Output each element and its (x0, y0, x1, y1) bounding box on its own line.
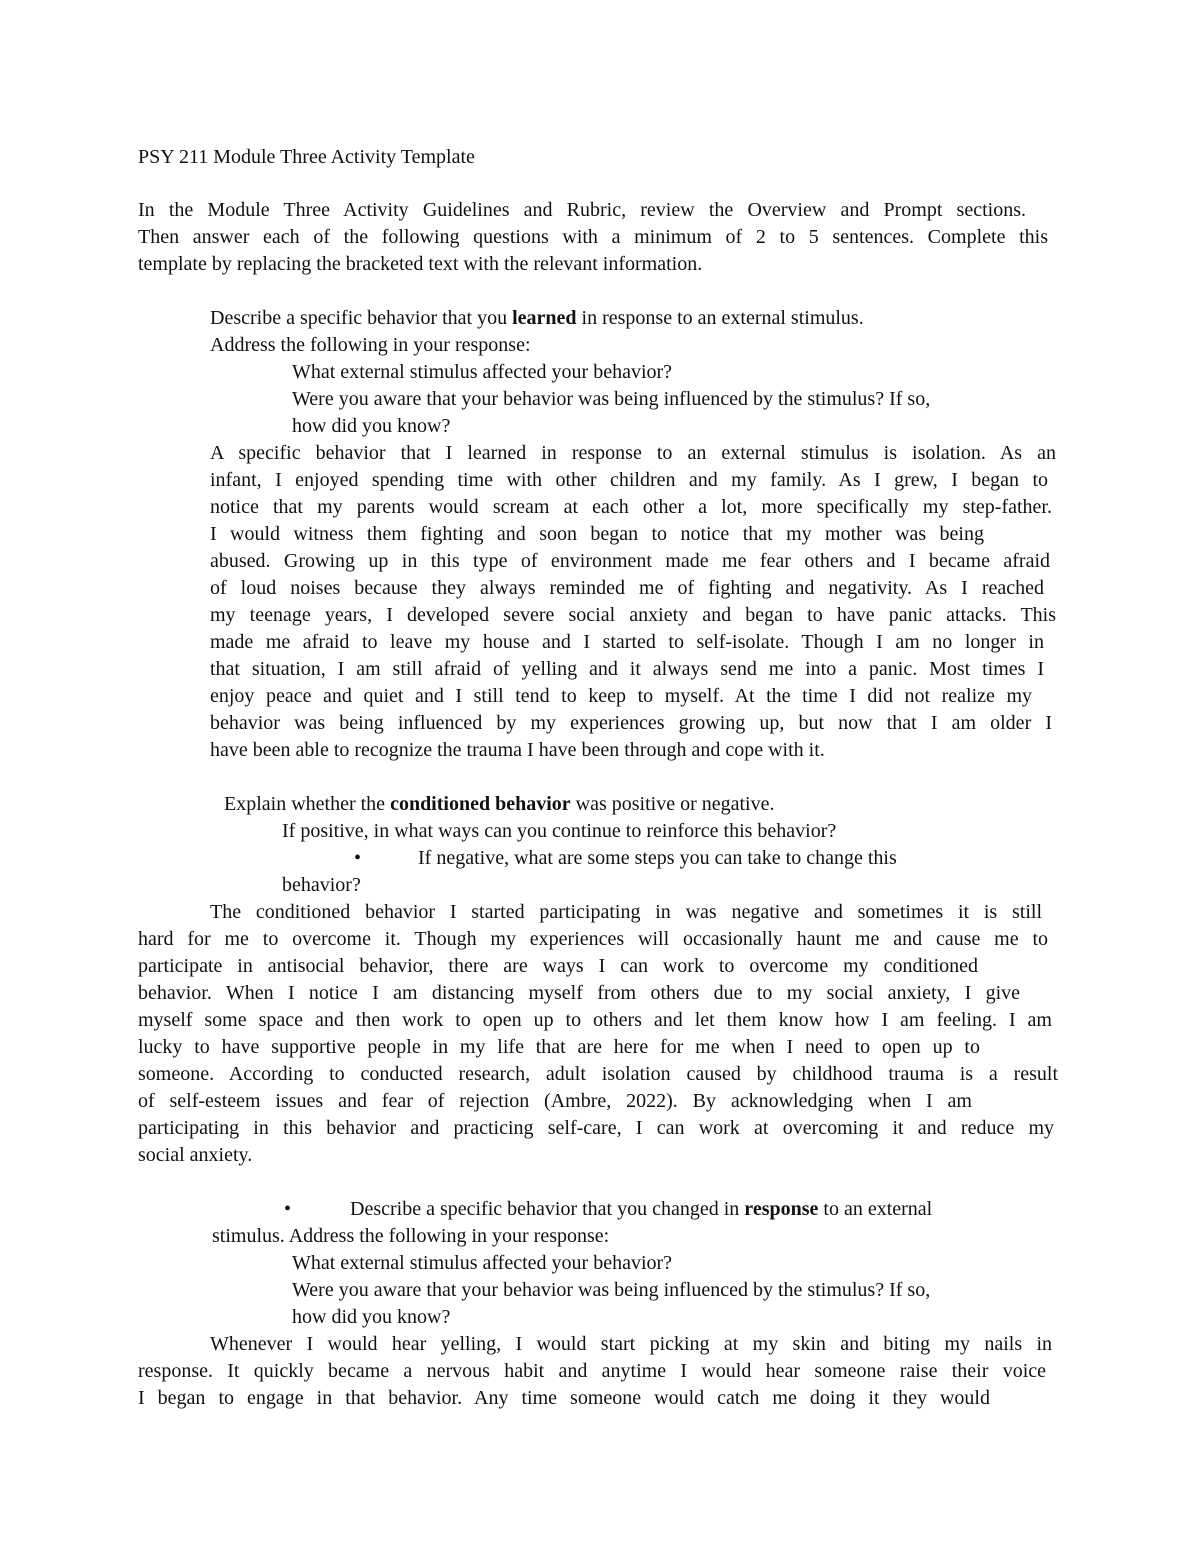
answer-line: behavior. When I notice I am distancing myself from others due to my social anxiety, I give (138, 982, 1020, 1004)
intro-line: Then answer each of the following questions with a minimum of 2 to 5 sentences. Complete this (138, 226, 1048, 248)
prompt-2-subquestion: If negative, what are some steps you can take to change this (418, 847, 897, 869)
answer-line: that situation, I am still afraid of yelling and it always send me into a panic. Most times I (210, 658, 1044, 680)
answer-line: of self-esteem issues and fear of rejection (Ambre, 2022). By acknowledging when I am (138, 1090, 972, 1112)
answer-line: have been able to recognize the trauma I have been through and cope with it. (210, 739, 825, 761)
prompt-bold-term: conditioned behavior (390, 793, 571, 815)
prompt-text: Describe a specific behavior that you (210, 307, 513, 329)
answer-line: behavior was being influenced by my experiences growing up, but now that I am older I (210, 712, 1052, 734)
answer-line: Whenever I would hear yelling, I would start picking at my skin and biting my nails in (210, 1333, 1052, 1355)
prompt-text: Describe a specific behavior that you changed in (350, 1198, 745, 1220)
answer-line: abused. Growing up in this type of environment made me fear others and I became afraid (210, 550, 1050, 572)
answer-line: notice that my parents would scream at each other a lot, more specifically my step-father. (210, 496, 1052, 518)
bullet-icon: • (354, 847, 362, 869)
answer-line: enjoy peace and quiet and I still tend to keep to myself. At the time I did not realize my (210, 685, 1032, 707)
answer-line: social anxiety. (138, 1144, 253, 1166)
answer-line: The conditioned behavior I started participating in was negative and sometimes it is still (210, 901, 1042, 923)
document-title: PSY 211 Module Three Activity Template (138, 146, 475, 168)
prompt-2-subquestion-cont: behavior? (282, 874, 361, 896)
answer-line: I would witness them fighting and soon began to notice that my mother was being (210, 523, 984, 545)
answer-line: participate in antisocial behavior, there are ways I can work to overcome my conditioned (138, 955, 978, 977)
prompt-3-line (350, 1196, 932, 1223)
prompt-3-line-2: stimulus. Address the following in your response: (212, 1225, 610, 1247)
intro-line: In the Module Three Activity Guidelines and Rubric, review the Overview and Prompt sections. (138, 199, 1026, 221)
answer-line: hard for me to overcome it. Though my experiences will occasionally haunt me and cause me to (138, 928, 1048, 950)
prompt-1-subquestion: What external stimulus affected your behavior? (292, 361, 673, 383)
answer-line: someone. According to conducted research, adult isolation caused by childhood trauma is a result (138, 1063, 1058, 1085)
prompt-text: was positive or negative. (570, 793, 775, 815)
prompt-2-subquestion: If positive, in what ways can you continue to reinforce this behavior? (282, 820, 837, 842)
answer-line: my teenage years, I developed severe social anxiety and began to have panic attacks. This (210, 604, 1056, 626)
bullet-icon: • (284, 1198, 292, 1220)
answer-line: response. It quickly became a nervous habit and anytime I would hear someone raise their voice (138, 1360, 1046, 1382)
prompt-2-line (224, 791, 774, 818)
prompt-1-line-2: Address the following in your response: (210, 334, 531, 356)
answer-line: infant, I enjoyed spending time with other children and my family. As I grew, I began to (210, 469, 1048, 491)
answer-line: A specific behavior that I learned in response to an external stimulus is isolation. As an (210, 442, 1056, 464)
prompt-bold-term: response (744, 1198, 819, 1220)
prompt-bold-term: learned (512, 307, 577, 329)
prompt-3-subquestion: Were you aware that your behavior was being influenced by the stimulus? If so, (292, 1279, 931, 1301)
answer-line: made me afraid to leave my house and I started to self-isolate. Though I am no longer in (210, 631, 1044, 653)
prompt-text: in response to an external stimulus. (576, 307, 864, 329)
answer-line: of loud noises because they always reminded me of fighting and negativity. As I reached (210, 577, 1044, 599)
prompt-1-subquestion: Were you aware that your behavior was being influenced by the stimulus? If so, (292, 388, 931, 410)
prompt-1-subquestion-cont: how did you know? (292, 415, 451, 437)
prompt-text: Explain whether the (224, 793, 391, 815)
prompt-3-subquestion: What external stimulus affected your behavior? (292, 1252, 673, 1274)
prompt-1-line (210, 305, 864, 332)
prompt-3-subquestion-cont: how did you know? (292, 1306, 451, 1328)
intro-line: template by replacing the bracketed text with the relevant information. (138, 253, 703, 275)
answer-line: participating in this behavior and practicing self-care, I can work at overcoming it and reduce my (138, 1117, 1054, 1139)
answer-line: myself some space and then work to open up to others and let them know how I am feeling. I am (138, 1009, 1052, 1031)
prompt-text: to an external (818, 1198, 933, 1220)
answer-line: I began to engage in that behavior. Any time someone would catch me doing it they would (138, 1387, 990, 1409)
answer-line: lucky to have supportive people in my life that are here for me when I need to open up to (138, 1036, 980, 1058)
